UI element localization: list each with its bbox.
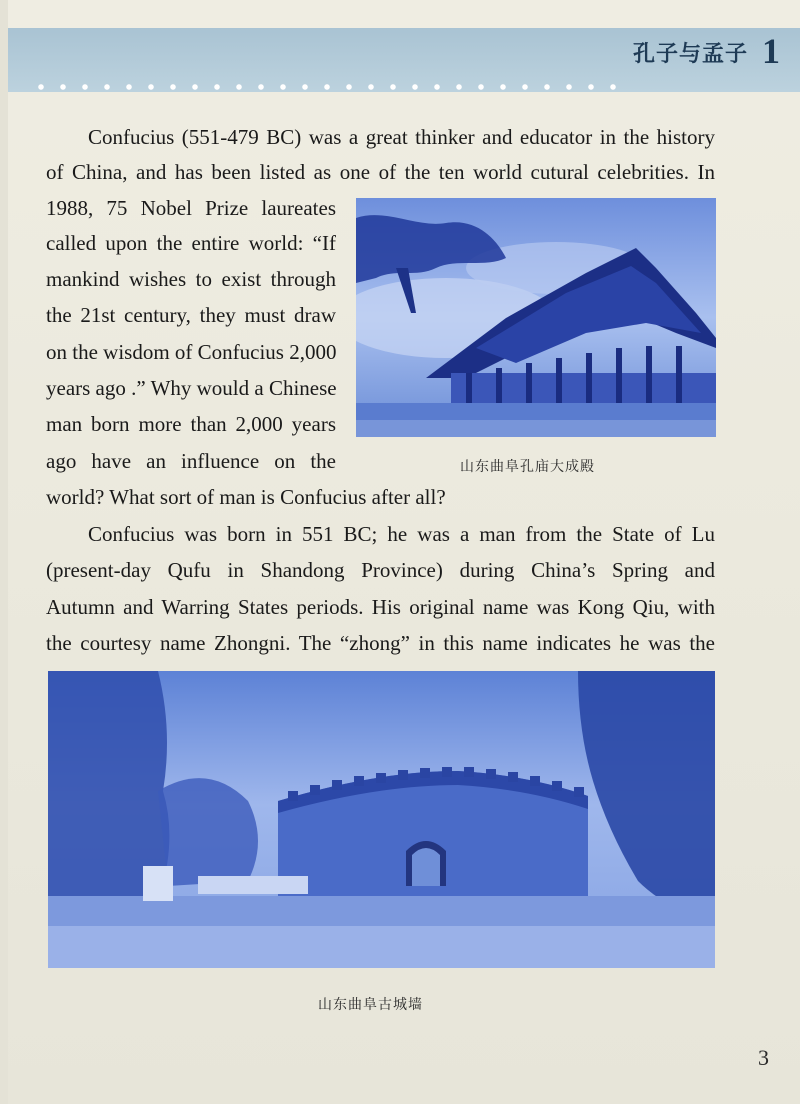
book-page	[8, 0, 800, 1104]
paragraph-1-line-11: world? What sort of man is Confucius after all?	[46, 485, 446, 509]
paragraph-1-line-9: man born more than 2,000 years	[46, 412, 336, 436]
paragraph-1-line-1: Confucius (551-479 BC) was a great thinker and educator in the history	[88, 125, 715, 149]
paragraph-1-line-7: on the wisdom of Confucius 2,000	[46, 340, 337, 364]
paragraph-2-line-1: Confucius was born in 551 BC; he was a man from the State of Lu	[88, 522, 715, 546]
city-wall-photo-caption: 山东曲阜古城墙	[318, 997, 423, 1013]
paragraph-1-line-5: mankind wishes to exist through	[46, 267, 336, 291]
paragraph-1-line-6: the 21st century, they must draw	[46, 303, 336, 327]
temple-photo	[356, 198, 716, 437]
city-wall-photo	[48, 671, 715, 968]
paragraph-2-line-4: the courtesy name Zhongni. The “zhong” in this name indicates he was the	[46, 631, 715, 655]
paragraph-1-line-8: years ago .” Why would a Chinese	[46, 376, 337, 400]
paragraph-1-line-3: 1988, 75 Nobel Prize laureates	[46, 196, 336, 220]
header-dot-pattern	[30, 82, 630, 92]
paragraph-1-line-10: ago have an influence on the	[46, 449, 336, 473]
chapter-number: 1	[762, 31, 780, 71]
paragraph-2-line-2: (present-day Qufu in Shandong Province) during China’s Spring and	[46, 558, 715, 582]
chapter-title: 孔子与孟子	[632, 42, 748, 67]
city-wall-illustration	[48, 671, 715, 968]
temple-illustration	[356, 198, 716, 437]
paragraph-1-line-2: of China, and has been listed as one of the ten world cutural celebrities. In	[46, 160, 715, 184]
temple-photo-caption: 山东曲阜孔庙大成殿	[460, 459, 595, 475]
page-number: 3	[758, 1045, 769, 1070]
paragraph-1-line-4: called upon the entire world: “If	[46, 231, 336, 255]
paragraph-2-line-3: Autumn and Warring States periods. His original name was Kong Qiu, with	[46, 595, 715, 619]
